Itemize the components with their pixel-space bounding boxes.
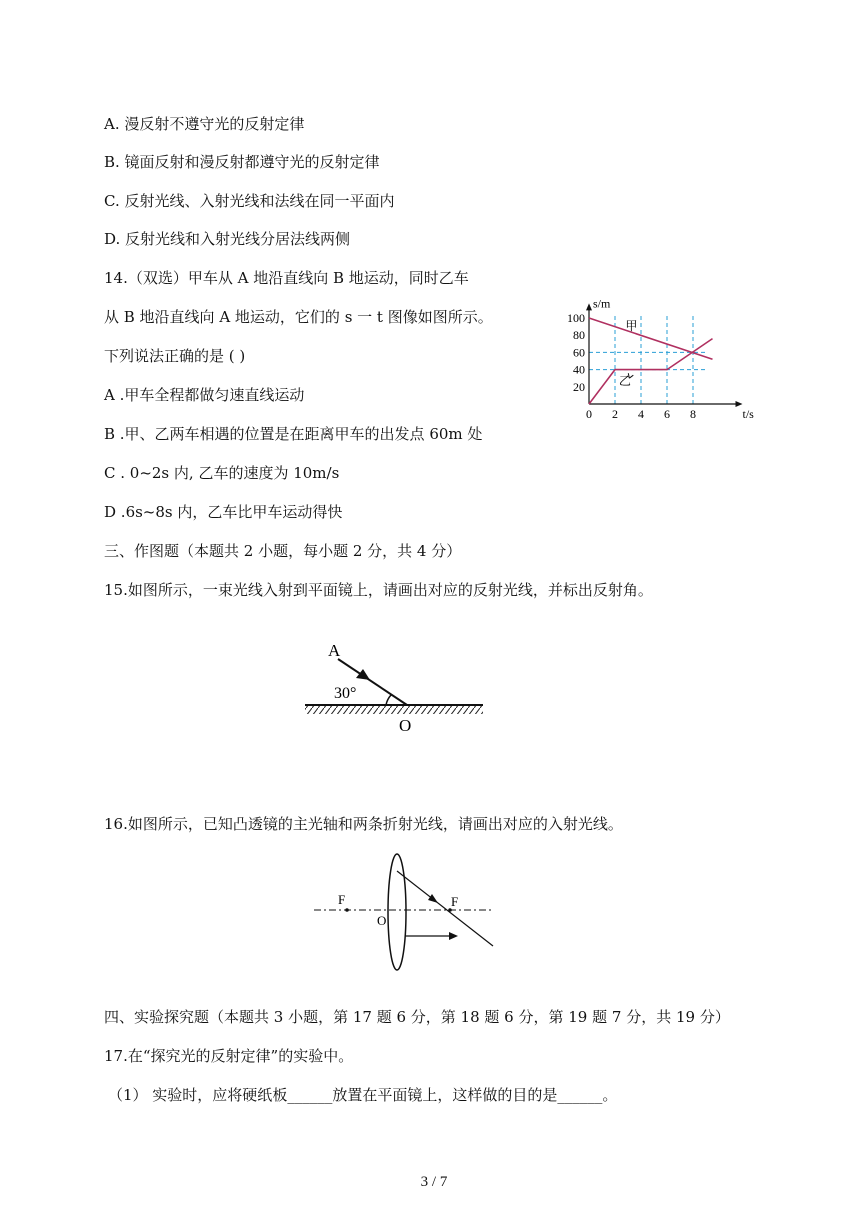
x-axis-label: t/s: [742, 407, 754, 420]
focus-left-point: [345, 908, 349, 912]
arrow-head-icon: [449, 932, 458, 940]
q16-lens-figure: [310, 850, 510, 975]
label-a: A: [328, 641, 341, 660]
x-tick-label: 8: [690, 407, 696, 420]
mirror-hatching: [305, 706, 483, 714]
option-13-c: C. 反射光线、入射光线和法线在同一平面内: [104, 192, 395, 210]
q14-option-a: A .甲车全程都做匀速直线运动: [104, 386, 305, 404]
y-tick-label: 60: [573, 345, 585, 360]
q14-option-c: C . 0~2s 内, 乙车的速度为 10m/s: [104, 464, 340, 482]
y-tick-label: 40: [573, 362, 585, 377]
option-13-a: A. 漫反射不遵守光的反射定律: [104, 115, 305, 133]
label-f-left: F: [338, 892, 346, 907]
x-tick-label: 4: [638, 407, 644, 420]
x-tick-label: 6: [664, 407, 670, 420]
page-number: 3 / 7: [420, 1174, 448, 1190]
q14-option-b: B .甲、乙两车相遇的位置是在距离甲车的出发点 60m 处: [104, 425, 483, 443]
x-tick-label: 2: [612, 407, 618, 420]
angle-arc: [386, 695, 391, 705]
label-f-right: F: [451, 894, 459, 909]
x-tick-label: 0: [586, 407, 592, 420]
arrow-head-icon: [428, 894, 438, 903]
x-axis-arrow-icon: [736, 401, 743, 407]
label-o: O: [399, 716, 412, 735]
y-tick-label: 20: [573, 379, 585, 394]
q15-text: 15.如图所示，一束光线入射到平面镜上，请画出对应的反射光线，并标出反射角。: [104, 581, 653, 599]
arrow-head-icon: [356, 669, 370, 680]
series-label-jia: 甲: [625, 319, 638, 334]
q14-stem-line-1: 14.（双选）甲车从 A 地沿直线向 B 地运动，同时乙车: [104, 269, 469, 287]
st-graph: [555, 280, 760, 420]
label-angle: 30°: [334, 685, 357, 702]
series-line-1: [589, 318, 713, 359]
q17-text: 17.在“探究光的反射定律”的实验中。: [104, 1047, 354, 1065]
section-4-heading: 四、实验探究题（本题共 3 小题，第 17 题 6 分，第 18 题 6 分，第 19 题 7 分，共 19 分）: [104, 1008, 730, 1026]
q17-sub-1: （1） 实验时，应将硬纸板______放置在平面镜上，这样做的目的是______。: [108, 1086, 618, 1104]
series-label-yi: 乙: [618, 374, 631, 389]
y-axis-arrow-icon: [586, 303, 592, 310]
section-3-heading: 三、作图题（本题共 2 小题，每小题 2 分，共 4 分）: [104, 542, 462, 560]
series-line-2: [589, 339, 713, 404]
q15-mirror-figure: [300, 636, 490, 736]
label-o: O: [377, 913, 387, 928]
q14-stem-line-2: 从 B 地沿直线向 A 地运动，它们的 s 一 t 图像如图所示。: [104, 308, 493, 326]
y-tick-label: 100: [567, 311, 585, 325]
q14-stem-line-3: 下列说法正确的是 ( ): [104, 347, 246, 365]
refracted-ray-through-focus: [397, 871, 493, 946]
y-tick-label: 80: [573, 328, 585, 343]
q14-option-d: D .6s~8s 内，乙车比甲车运动得快: [104, 503, 343, 521]
option-13-d: D. 反射光线和入射光线分居法线两侧: [104, 230, 351, 248]
y-axis-label: s/m: [593, 296, 611, 311]
q16-text: 16.如图所示，已知凸透镜的主光轴和两条折射光线，请画出对应的入射光线。: [104, 815, 623, 833]
option-13-b: B. 镜面反射和漫反射都遵守光的反射定律: [104, 153, 380, 171]
